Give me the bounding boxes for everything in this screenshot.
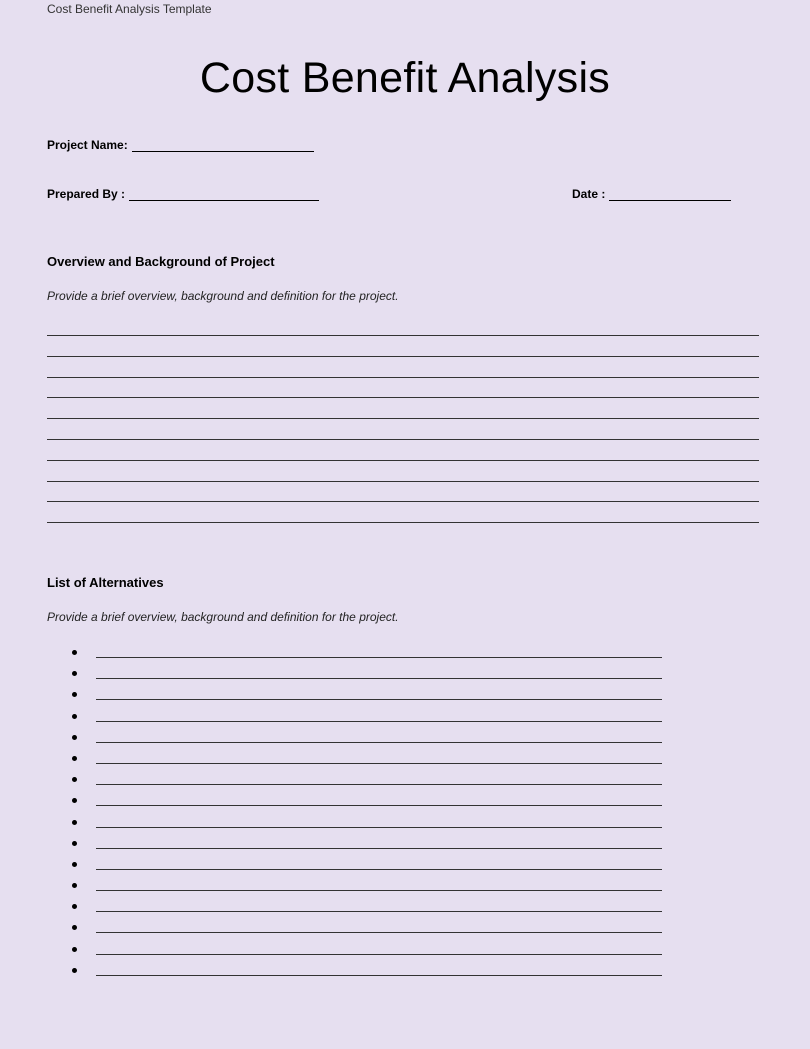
bullet-icon <box>72 841 77 846</box>
list-item[interactable] <box>68 856 662 877</box>
list-item[interactable] <box>68 729 662 750</box>
list-item[interactable] <box>68 708 662 729</box>
list-item[interactable] <box>68 792 662 813</box>
overview-writing-area[interactable] <box>47 335 759 543</box>
bullet-icon <box>72 650 77 655</box>
writing-line <box>96 954 662 955</box>
list-item[interactable] <box>68 750 662 771</box>
writing-line <box>96 975 662 976</box>
writing-line <box>96 805 662 806</box>
writing-line <box>47 481 759 482</box>
date-field[interactable] <box>609 188 731 201</box>
writing-line <box>96 848 662 849</box>
list-item[interactable] <box>68 686 662 707</box>
bullet-icon <box>72 798 77 803</box>
list-item[interactable] <box>68 644 662 665</box>
list-item[interactable] <box>68 814 662 835</box>
project-name-row <box>47 138 314 152</box>
writing-line <box>96 678 662 679</box>
list-item[interactable] <box>68 771 662 792</box>
project-name-label: Project Name: <box>47 138 128 152</box>
alternatives-list <box>68 644 662 983</box>
writing-line <box>47 418 759 419</box>
writing-line <box>47 460 759 461</box>
bullet-icon <box>72 862 77 867</box>
overview-description: Provide a brief overview, background and definition for the project. <box>47 289 399 303</box>
writing-line <box>96 742 662 743</box>
bullet-icon <box>72 692 77 697</box>
writing-line <box>47 377 759 378</box>
writing-line <box>96 699 662 700</box>
alternatives-heading: List of Alternatives <box>47 575 164 590</box>
bullet-icon <box>72 777 77 782</box>
bullet-icon <box>72 735 77 740</box>
writing-line <box>96 721 662 722</box>
prepared-by-field[interactable] <box>129 188 319 201</box>
writing-line <box>47 501 759 502</box>
writing-line <box>96 932 662 933</box>
bullet-icon <box>72 714 77 719</box>
writing-line <box>96 657 662 658</box>
writing-line <box>96 763 662 764</box>
prepared-by-row <box>47 187 319 201</box>
alternatives-description: Provide a brief overview, background and definition for the project. <box>47 610 399 624</box>
document-title: Cost Benefit Analysis <box>199 54 611 102</box>
writing-line <box>47 397 759 398</box>
bullet-icon <box>72 904 77 909</box>
bullet-icon <box>72 925 77 930</box>
writing-line <box>96 869 662 870</box>
writing-line <box>47 522 759 523</box>
writing-line <box>96 827 662 828</box>
writing-line <box>47 439 759 440</box>
bullet-icon <box>72 756 77 761</box>
list-item[interactable] <box>68 962 662 983</box>
writing-line <box>96 784 662 785</box>
project-name-field[interactable] <box>132 139 314 152</box>
date-row <box>572 187 731 201</box>
list-item[interactable] <box>68 665 662 686</box>
bullet-icon <box>72 671 77 676</box>
writing-line <box>47 335 759 336</box>
list-item[interactable] <box>68 877 662 898</box>
writing-line <box>47 356 759 357</box>
date-label: Date : <box>572 187 606 201</box>
bullet-icon <box>72 947 77 952</box>
writing-line <box>96 911 662 912</box>
list-item[interactable] <box>68 835 662 856</box>
bullet-icon <box>72 820 77 825</box>
prepared-by-label: Prepared By : <box>47 187 126 201</box>
bullet-icon <box>72 883 77 888</box>
list-item[interactable] <box>68 941 662 962</box>
header-note: Cost Benefit Analysis Template <box>47 2 212 16</box>
overview-heading: Overview and Background of Project <box>47 254 275 269</box>
list-item[interactable] <box>68 898 662 919</box>
bullet-icon <box>72 968 77 973</box>
list-item[interactable] <box>68 919 662 940</box>
writing-line <box>96 890 662 891</box>
